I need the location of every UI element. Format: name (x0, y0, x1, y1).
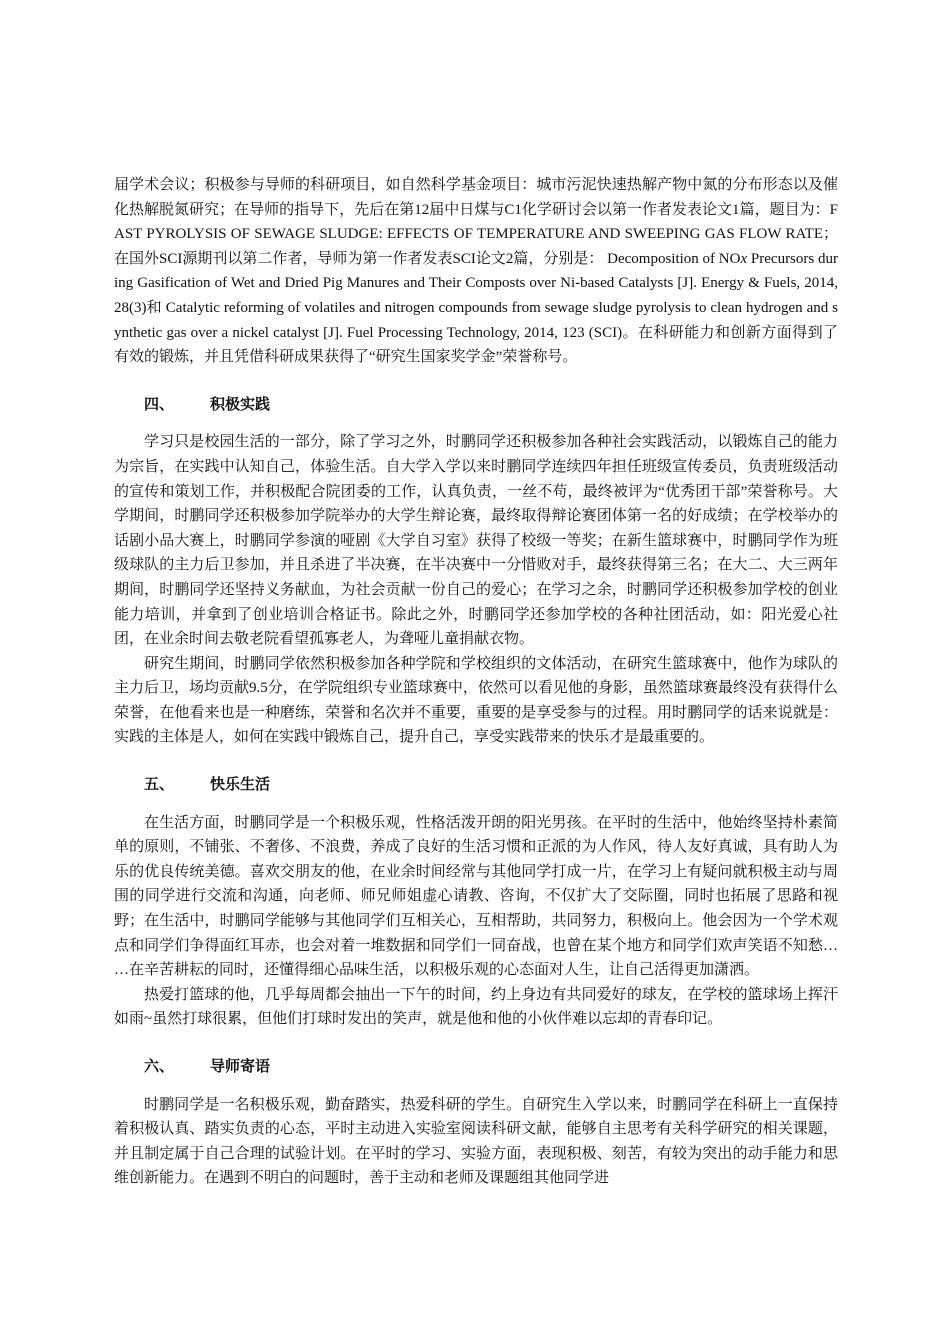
section-number: 六、 (144, 1057, 175, 1075)
section-title: 积极实践 (210, 394, 271, 413)
life-paragraph-1: 在生活方面，时鹏同学是一个积极乐观，性格活泼开朗的阳光男孩。在平时的生活中，他始终坚持朴素简单的原则，不铺张、不奢侈、不浪费，养成了良好的生活习惯和正派的为人作风，待人友好真诚，具有助人为乐的优良传统美德。喜欢交朋友的他，在业余时间经常与其他同学打成一片，在学习上有疑问就积极主动与周围的同学进行交流和沟通，向老师、师兄师姐虚心请教、咨询，不仅扩大了交际圈，同时也拓展了思路和视野；在生活中，时鹏同学能够与其他同学们互相关心，互相帮助，共同努力，积极向上。他会因为一个学术观点和同学们争得面红耳赤，也会对着一堆数据和同学们一同奋战，也曾在某个地方和同学们欢声笑语不知愁… …在辛苦耕耘的同时，还懂得细心品味生活，以积极乐观的心态面对人生，让自己活得更加潇洒。 (114, 814, 838, 979)
life-paragraph-2: 热爱打篮球的他，几乎每周都会抽出一下午的时间，约上身边有共同爱好的球友，在学校的篮球场上挥汗如雨~虽然打球很累，但他们打球时发出的笑声，就是他和他的小伙伴难以忘却的青春印记。 (114, 986, 838, 1028)
section-number: 四、 (144, 394, 175, 413)
advisor-paragraph-1: 时鹏同学是一名积极乐观，勤奋踏实，热爱科研的学生。自研究生入学以来，时鹏同学在科研上一直保持着积极认真、踏实负责的心态，平时主动进入实验室阅读科研文献，能够自主思考有关科学研究的相关课题，并且制定属于自己合理的试验计划。在平时的学习、实验方面，表现积极、刻苦，有较为突出的动手能力和思维创新能力。在遇到不明白的问题时，善于主动和老师及课题组其他同学进 (114, 1096, 838, 1187)
section-heading-life (114, 772, 838, 797)
intro-paragraph (114, 173, 838, 370)
section-number: 五、 (144, 775, 175, 794)
intro-text-part-a: 届学术会议；积极参与导师的科研项目，如自然科学基金项目：城市污泥快速热解产物中氮的分布形态以及催化热解脱氮研究；在导师的指导下，先后在第12届中日煤与C1化学研讨会以第一作者发表论文1篇，题目为：FAST PYROLYSIS OF SEWAGE SLUDGE: EFFECTS OF TEMPERATURE AND SWEEPING GAS FLOW RATE；在国外SCI源期刊以第二作者，导师为第一作者发表SCI论文2篇，分别是： Decomposition of NO (114, 177, 838, 267)
document-body (114, 173, 838, 1191)
practice-paragraph-1: 学习只是校园生活的一部分，除了学习之外，时鹏同学还积极参加各种社会实践活动，以锻炼自己的能力为宗旨，在实践中认知自己，体验生活。自大学入学以来时鹏同学连续四年担任班级宣传委员，负责班级活动的宣传和策划工作，并积极配合院团委的工作，认真负责，一丝不苟，最终被评为“优秀团干部”荣誉称号。大学期间，时鹏同学还积极参加学院举办的大学生辩论赛，最终取得辩论赛团体第一名的好成绩；在学校举办的话剧小品大赛上，时鹏同学参演的哑剧《大学自习室》获得了校级一等奖；在新生篮球赛中，时鹏同学作为班级球队的主力后卫参加，并且杀进了半决赛，在半决赛中一分惜败对手，最终获得第三名；在大二、大三两年期间，时鹏同学还坚持义务献血，为社会贡献一份自己的爱心；在学习之余，时鹏同学还积极参加学校的创业能力培训，并拿到了创业培训合格证书。除此之外，时鹏同学还参加学校的各种社团活动，如：阳光爱心社团，在业余时间去敬老院看望孤寡老人，为聋哑儿童捐献衣物。 (114, 434, 838, 648)
section-heading-practice (114, 392, 838, 417)
section-title: 导师寄语 (210, 1057, 271, 1075)
section-heading-advisor (114, 1054, 838, 1079)
intro-text-italic: x (740, 250, 748, 267)
section-title: 快乐生活 (210, 775, 271, 794)
intro-text-part-b: Precursors during Gasification of Wet and Dried Pig Manures and Their Composts over Ni-based Catalysts [J]. Energy & Fuels, 2014, 28(3)和 Catalytic reforming of volatiles and nitrogen compounds from sewage sludge pyrolysis to clean hydrogen and synthetic gas over a nickel catalyst [J]. Fuel Processing Technology, 2014, 123 (SCI)。在科研能力和创新方面得到了有效的锻炼，并且凭借科研成果获得了“研究生国家奖学金”荣誉称号。 (114, 250, 838, 366)
practice-paragraph-2: 研究生期间，时鹏同学依然积极参加各种学院和学校组织的文体活动，在研究生篮球赛中，他作为球队的主力后卫，场均贡献9.5分，在学院组织专业篮球赛中，依然可以看见他的身影，虽然篮球赛最终没有获得什么荣誉，在他看来也是一种磨练，荣誉和名次并不重要，重要的是享受参与的过程。用时鹏同学的话来说就是：实践的主体是人，如何在实践中锻炼自己，提升自己，享受实践带来的快乐才是最重要的。 (114, 655, 838, 746)
